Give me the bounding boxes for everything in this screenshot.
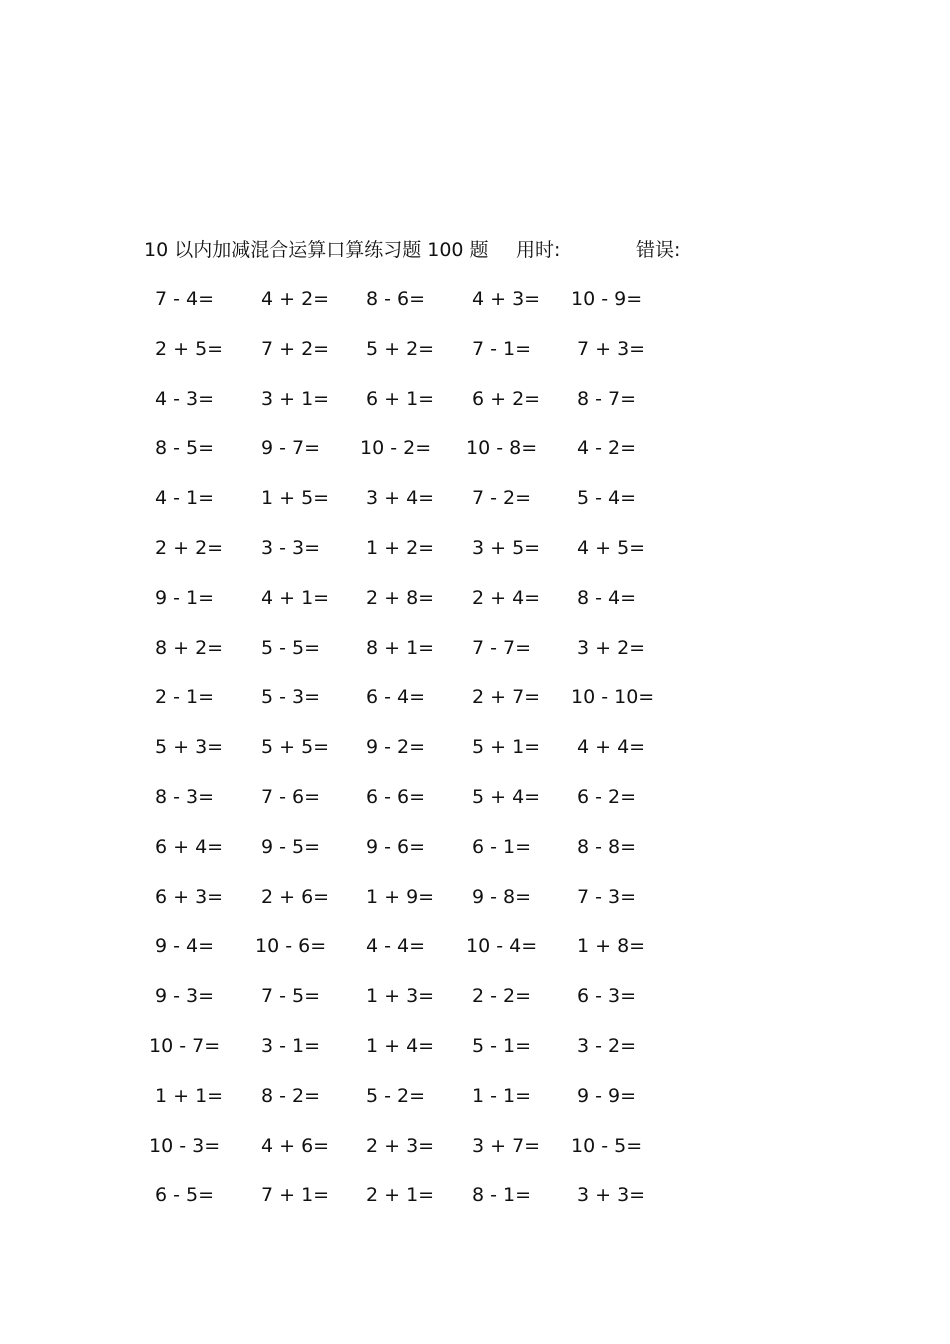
problem-item: 4 - 4= xyxy=(366,935,426,958)
problem-item: 7 - 5= xyxy=(261,985,321,1008)
problem-item: 1 + 9= xyxy=(366,885,435,908)
problem-item: 7 - 2= xyxy=(472,487,532,510)
problem-item: 5 + 2= xyxy=(366,337,435,360)
problem-row xyxy=(150,1031,710,1081)
problem-row xyxy=(150,433,710,483)
problem-item: 9 - 5= xyxy=(261,835,321,858)
problem-row xyxy=(150,682,710,732)
problem-item: 9 - 9= xyxy=(577,1084,637,1107)
problem-item: 8 - 4= xyxy=(577,586,637,609)
problem-item: 8 - 6= xyxy=(366,288,426,310)
problem-item: 5 - 5= xyxy=(261,636,321,659)
problem-item: 9 - 6= xyxy=(366,835,426,858)
problem-item: 4 + 5= xyxy=(577,536,646,559)
problem-item: 8 - 7= xyxy=(577,387,637,410)
problem-item: 9 - 4= xyxy=(155,935,215,958)
problem-item: 8 - 1= xyxy=(472,1184,532,1207)
problem-item: 5 + 4= xyxy=(472,785,541,808)
problem-item: 1 + 2= xyxy=(366,536,435,559)
problem-item: 4 + 2= xyxy=(261,288,330,310)
problem-item: 1 - 1= xyxy=(472,1084,532,1107)
problem-item: 3 + 4= xyxy=(366,487,435,510)
problem-item: 5 + 5= xyxy=(261,736,330,759)
problem-item: 1 + 5= xyxy=(261,487,330,510)
problem-item: 6 - 3= xyxy=(577,985,637,1008)
problem-item: 10 - 8= xyxy=(466,437,538,460)
problem-item: 7 - 1= xyxy=(472,337,532,360)
problem-row xyxy=(150,334,710,384)
problem-item: 8 - 8= xyxy=(577,835,637,858)
problem-item: 6 + 4= xyxy=(155,835,224,858)
problem-item: 2 + 6= xyxy=(261,885,330,908)
problem-item: 6 - 1= xyxy=(472,835,532,858)
problem-row xyxy=(150,882,710,932)
problem-item: 5 - 2= xyxy=(366,1084,426,1107)
problem-item: 8 + 1= xyxy=(366,636,435,659)
problem-item: 10 - 9= xyxy=(571,288,643,310)
problem-item: 4 + 4= xyxy=(577,736,646,759)
problem-item: 6 - 2= xyxy=(577,785,637,808)
problem-item: 5 - 1= xyxy=(472,1034,532,1057)
problem-item: 5 + 3= xyxy=(155,736,224,759)
problem-item: 10 - 7= xyxy=(149,1034,221,1057)
problem-item: 2 + 5= xyxy=(155,337,224,360)
problem-row xyxy=(150,981,710,1031)
problem-item: 6 + 3= xyxy=(155,885,224,908)
problem-item: 4 - 1= xyxy=(155,487,215,510)
problem-item: 10 - 6= xyxy=(255,935,327,958)
problem-row xyxy=(150,583,710,633)
problem-row xyxy=(150,284,710,334)
problem-item: 4 - 2= xyxy=(577,437,637,460)
problem-row xyxy=(150,483,710,533)
problem-item: 6 - 5= xyxy=(155,1184,215,1207)
problem-item: 10 - 3= xyxy=(149,1134,221,1157)
problem-item: 2 - 1= xyxy=(155,686,215,709)
problem-item: 4 + 3= xyxy=(472,288,541,310)
problem-item: 6 + 2= xyxy=(472,387,541,410)
problem-item: 3 - 2= xyxy=(577,1034,637,1057)
time-label: 用时: xyxy=(516,239,561,261)
problem-row xyxy=(150,931,710,981)
problem-item: 1 + 8= xyxy=(577,935,646,958)
problem-item: 8 - 3= xyxy=(155,785,215,808)
problem-item: 4 - 3= xyxy=(155,387,215,410)
problem-item: 6 - 4= xyxy=(366,686,426,709)
worksheet-title: 10 以内加减混合运算口算练习题 100 题 xyxy=(144,239,489,261)
problem-row xyxy=(150,633,710,683)
problem-item: 9 - 2= xyxy=(366,736,426,759)
problem-item: 1 + 3= xyxy=(366,985,435,1008)
problem-item: 2 + 3= xyxy=(366,1134,435,1157)
problem-item: 2 + 8= xyxy=(366,586,435,609)
problem-item: 7 - 4= xyxy=(155,288,215,310)
problem-item: 3 + 3= xyxy=(577,1184,646,1207)
problem-item: 10 - 5= xyxy=(571,1134,643,1157)
problem-row xyxy=(150,533,710,583)
problem-item: 9 - 3= xyxy=(155,985,215,1008)
problem-item: 7 - 6= xyxy=(261,785,321,808)
problem-item: 7 - 3= xyxy=(577,885,637,908)
problem-item: 8 - 5= xyxy=(155,437,215,460)
problem-item: 2 + 2= xyxy=(155,536,224,559)
problem-item: 2 - 2= xyxy=(472,985,532,1008)
problem-item: 10 - 10= xyxy=(571,686,655,709)
problem-item: 10 - 2= xyxy=(360,437,432,460)
problem-item: 3 + 7= xyxy=(472,1134,541,1157)
problem-item: 4 + 1= xyxy=(261,586,330,609)
problem-item: 5 - 3= xyxy=(261,686,321,709)
problem-item: 6 + 1= xyxy=(366,387,435,410)
problem-row xyxy=(150,1180,710,1230)
problem-item: 1 + 1= xyxy=(155,1084,224,1107)
problem-item: 5 + 1= xyxy=(472,736,541,759)
problem-item: 3 + 1= xyxy=(261,387,330,410)
problem-row xyxy=(150,384,710,434)
problem-item: 1 + 4= xyxy=(366,1034,435,1057)
problem-row xyxy=(150,1131,710,1181)
problem-item: 3 + 5= xyxy=(472,536,541,559)
problem-item: 5 - 4= xyxy=(577,487,637,510)
problem-grid xyxy=(150,284,710,1230)
problem-item: 9 - 7= xyxy=(261,437,321,460)
problem-item: 2 + 7= xyxy=(472,686,541,709)
problem-item: 7 + 2= xyxy=(261,337,330,360)
problem-row xyxy=(150,732,710,782)
problem-row xyxy=(150,1081,710,1131)
problem-row xyxy=(150,782,710,832)
problem-item: 9 - 1= xyxy=(155,586,215,609)
problem-item: 10 - 4= xyxy=(466,935,538,958)
problem-item: 7 + 3= xyxy=(577,337,646,360)
errors-label: 错误: xyxy=(636,239,681,261)
problem-item: 3 - 1= xyxy=(261,1034,321,1057)
problem-item: 2 + 1= xyxy=(366,1184,435,1207)
problem-item: 7 + 1= xyxy=(261,1184,330,1207)
problem-item: 8 + 2= xyxy=(155,636,224,659)
problem-item: 9 - 8= xyxy=(472,885,532,908)
problem-row xyxy=(150,832,710,882)
problem-item: 3 + 2= xyxy=(577,636,646,659)
problem-item: 6 - 6= xyxy=(366,785,426,808)
problem-item: 4 + 6= xyxy=(261,1134,330,1157)
problem-item: 7 - 7= xyxy=(472,636,532,659)
problem-item: 3 - 3= xyxy=(261,536,321,559)
problem-item: 8 - 2= xyxy=(261,1084,321,1107)
problem-item: 2 + 4= xyxy=(472,586,541,609)
